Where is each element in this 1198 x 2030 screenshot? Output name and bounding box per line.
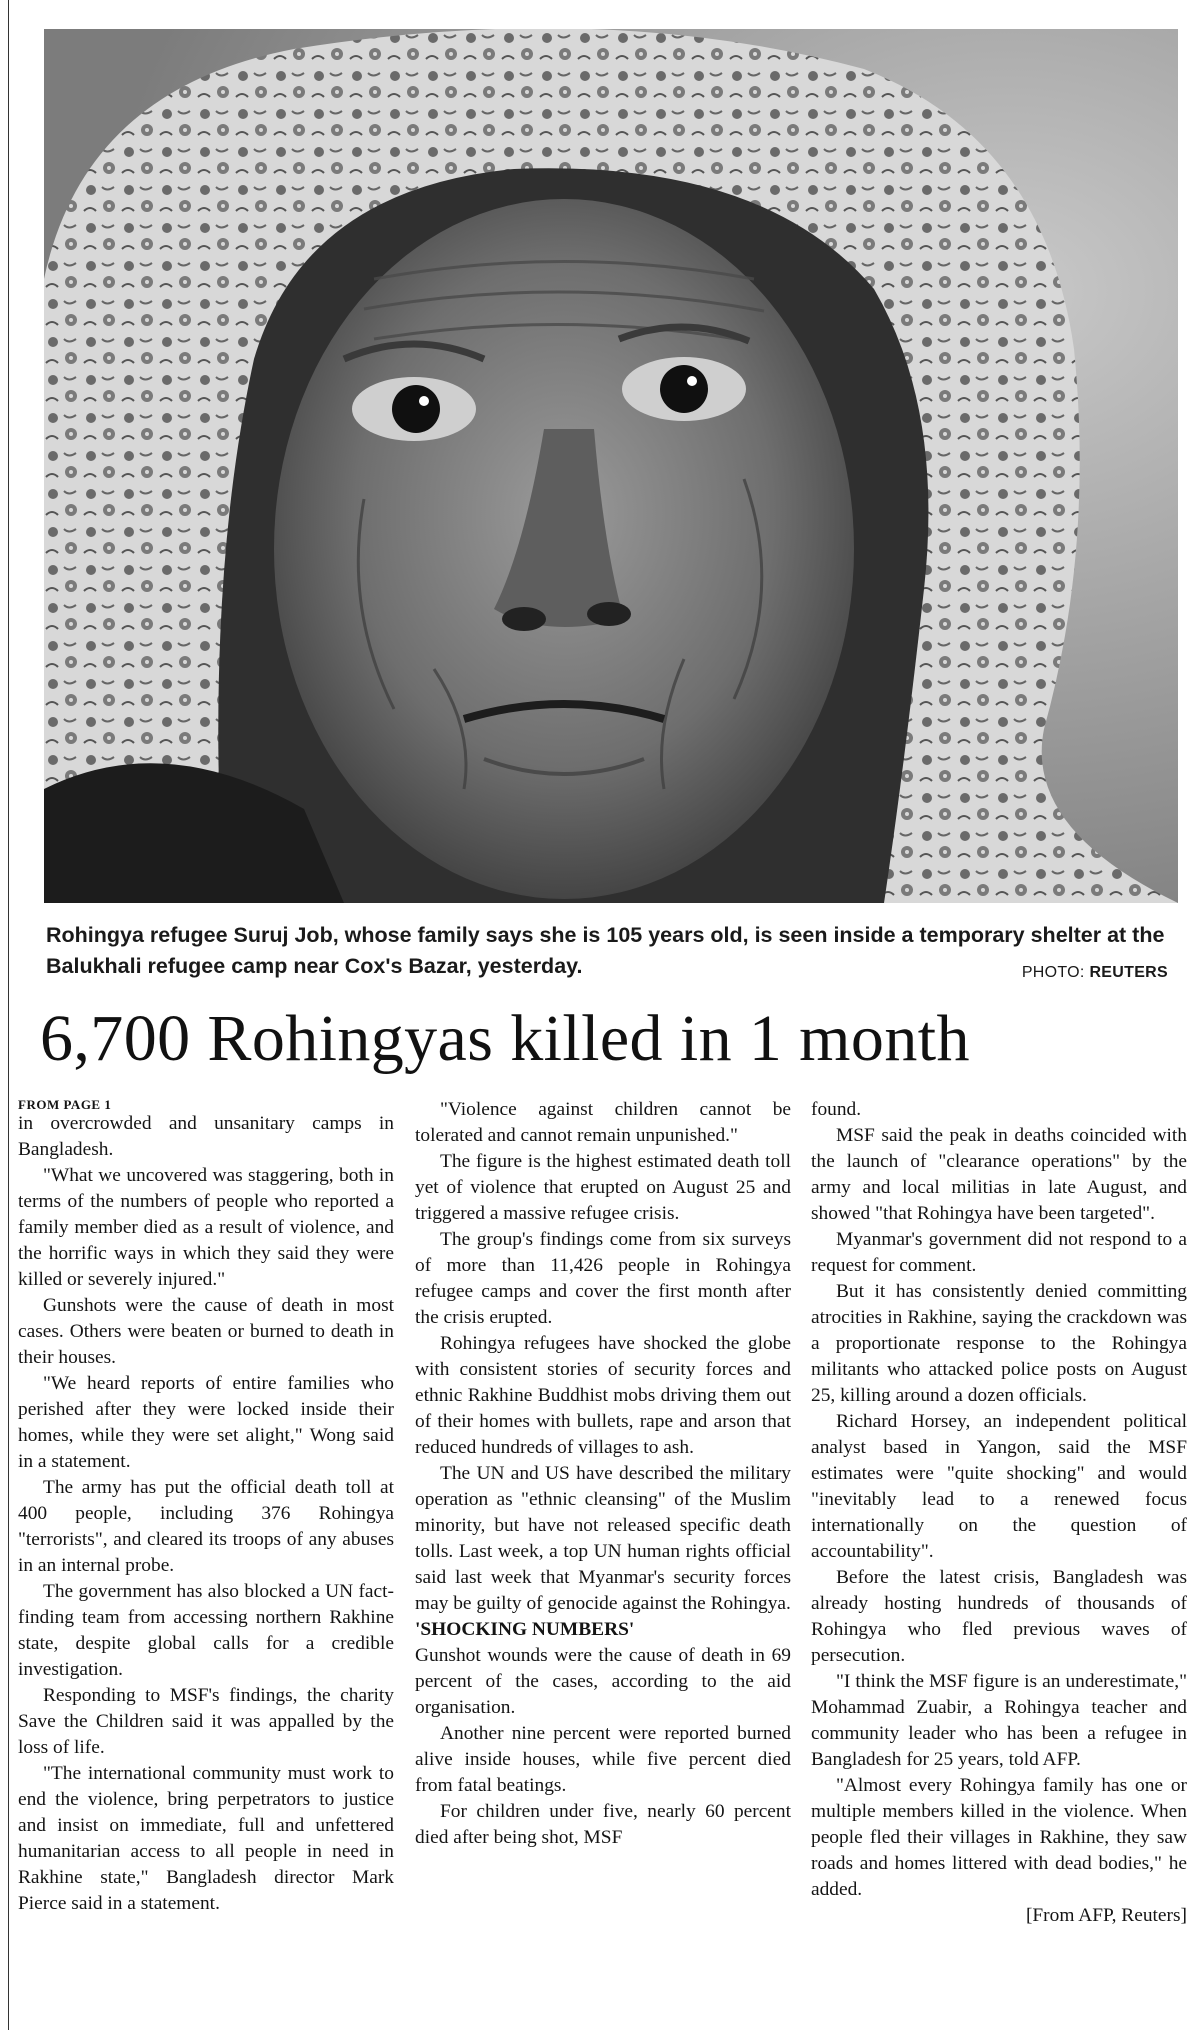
paragraph: Gunshots were the cause of death in most cases. Others were beaten or burned to death in their houses. (18, 1295, 394, 1368)
column-rule (8, 0, 9, 2030)
column-2 (415, 1097, 791, 1851)
paragraph: Before the latest crisis, Bangladesh was already hosting hundreds of thousands of Rohingya who fled previous waves of persecution. (811, 1567, 1187, 1666)
paragraph: Another nine percent were reported burned alive inside houses, while five percent died from fatal beatings. (415, 1723, 791, 1796)
paragraph: "The international community must work to end the violence, bring perpetrators to justice and insist on immediate, full and unfettered humanitarian access to all people in need in Rakhine state," Bangladesh director Mark Pierce said in a statement. (18, 1763, 394, 1914)
credit-label: PHOTO: (1021, 964, 1085, 981)
credit-source: REUTERS (1089, 964, 1168, 981)
paragraph: The government has also blocked a UN fact-finding team from accessing northern Rakhine state, despite global calls for a credible investigation. (18, 1581, 394, 1680)
paragraph: "Violence against children cannot be tolerated and cannot remain unpunished." (415, 1099, 791, 1146)
paragraph: Richard Horsey, an independent political analyst based in Yangon, said the MSF estimates were "quite shocking" and would "inevitably lead to a renewed focus internationally on the question of accountability". (811, 1411, 1187, 1562)
source-credit: [From AFP, Reuters] (1025, 1905, 1187, 1926)
paragraph: found. (811, 1099, 862, 1120)
photo-credit (1022, 957, 1168, 988)
paragraph: in overcrowded and unsanitary camps in Bangladesh. (18, 1113, 394, 1160)
article-body (18, 1097, 1187, 2017)
column-1 (18, 1097, 394, 1917)
paragraph: "We heard reports of entire families who perished after they were locked inside their homes, while they were set alight," Wong said in a statement. (18, 1373, 394, 1472)
paragraph: The figure is the highest estimated death toll yet of violence that erupted on August 25 and triggered a massive refugee crisis. (415, 1151, 791, 1224)
paragraph: The army has put the official death toll at 400 people, including 376 Rohingya "terrorists", and cleared its troops of any abuses in an internal probe. (18, 1477, 394, 1576)
paragraph: Gunshot wounds were the cause of death in 69 percent of the cases, according to the aid organisation. (415, 1645, 791, 1718)
paragraph: Myanmar's government did not respond to a request for comment. (811, 1229, 1187, 1276)
paragraph: "I think the MSF figure is an underestimate," Mohammad Zuabir, a Rohingya teacher and community leader who has been a refugee in Bangladesh for 25 years, told AFP. (811, 1671, 1187, 1770)
paragraph: Rohingya refugees have shocked the globe with consistent stories of security forces and ethnic Rakhine Buddhist mobs driving them out of their homes with bullets, rape and arson that reduced hundreds of villages to ash. (415, 1333, 791, 1458)
photo-caption (46, 920, 1176, 982)
paragraph: Responding to MSF's findings, the charity Save the Children said it was appalled by the loss of life. (18, 1685, 394, 1758)
paragraph: "What we uncovered was staggering, both in terms of the numbers of people who reported a family member died as a result of violence, and the horrific ways in which they said they were killed or severely injured." (18, 1165, 394, 1290)
jump-kicker: FROM PAGE 1 (18, 1097, 112, 1112)
paragraph: The UN and US have described the military operation as "ethnic cleansing" of the Muslim minority, but have not released specific death tolls. Last week, a top UN human rights official said last week that Myanmar's security forces may be guilty of genocide against the Rohingya. (415, 1463, 791, 1614)
subheading: 'SHOCKING NUMBERS' (415, 1619, 635, 1640)
paragraph: The group's findings come from six surveys of more than 11,426 people in Rohingya refugee camps and cover the first month after the crisis erupted. (415, 1229, 791, 1328)
paragraph: "Almost every Rohingya family has one or multiple members killed in the violence. When people fled their villages in Rakhine, they saw roads and homes littered with dead bodies," he added. (811, 1775, 1187, 1900)
paragraph: MSF said the peak in deaths coincided with the launch of "clearance operations" by the army and local militias in late August, and showed "that Rohingya have been targeted". (811, 1125, 1187, 1224)
news-photo (44, 29, 1178, 903)
headline: 6,700 Rohingyas killed in 1 month (40, 1002, 970, 1075)
portrait-photo-icon (44, 29, 1178, 903)
column-3 (811, 1097, 1187, 1929)
caption-text: Rohingya refugee Suruj Job, whose family says she is 105 years old, is seen inside a temporary shelter at the Balukhali refugee camp near Cox's Bazar, yesterday. (46, 923, 1165, 978)
paragraph: For children under five, nearly 60 percent died after being shot, MSF (415, 1801, 791, 1848)
paragraph: But it has consistently denied committing atrocities in Rakhine, saying the crackdown was a proportionate response to the Rohingya militants who attacked police posts on August 25, killing around a dozen officials. (811, 1281, 1187, 1406)
